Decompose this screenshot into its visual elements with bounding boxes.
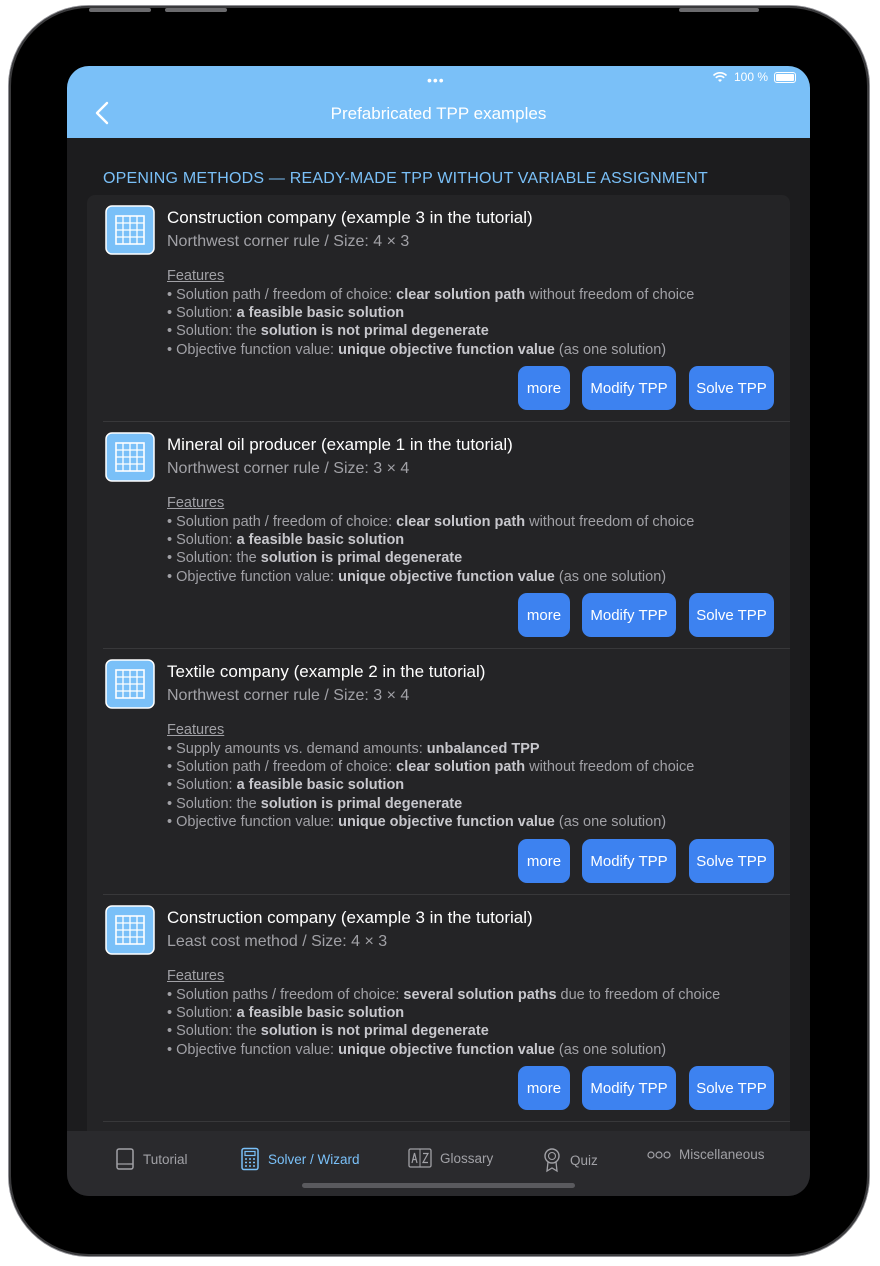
home-indicator[interactable] bbox=[302, 1183, 575, 1188]
example-title: Construction company (example 3 in the tutorial) bbox=[167, 908, 533, 927]
az-icon bbox=[408, 1147, 432, 1169]
table-grid-icon bbox=[105, 905, 155, 955]
example-title: Textile company (example 2 in the tutorial) bbox=[167, 662, 486, 681]
more-button[interactable]: more bbox=[518, 366, 570, 410]
tab-quiz[interactable] bbox=[542, 1147, 598, 1173]
example-subtitle: Least cost method / Size: 4 × 3 bbox=[167, 933, 388, 950]
list-item bbox=[87, 422, 790, 649]
tab-label: Quiz bbox=[570, 1152, 598, 1168]
feature-line: • Solution: a feasible basic solution bbox=[167, 777, 405, 793]
features-heading: Features bbox=[167, 495, 225, 511]
tab-miscellaneous[interactable] bbox=[647, 1147, 765, 1162]
multitasking-dots-icon[interactable]: ••• bbox=[427, 72, 445, 88]
hardware-button bbox=[165, 8, 227, 12]
feature-line: • Solution: a feasible basic solution bbox=[167, 1005, 405, 1021]
table-grid-icon bbox=[105, 659, 155, 709]
examples-list bbox=[87, 195, 790, 1145]
modify-tpp-button[interactable]: Modify TPP bbox=[582, 839, 676, 883]
features-heading: Features bbox=[167, 722, 225, 738]
example-subtitle: Northwest corner rule / Size: 3 × 4 bbox=[167, 460, 410, 477]
tab-label: Tutorial bbox=[143, 1151, 188, 1167]
solve-tpp-button[interactable]: Solve TPP bbox=[689, 839, 774, 883]
list-item bbox=[87, 195, 790, 422]
app-screen bbox=[67, 66, 810, 1196]
section-header: OPENING METHODS — READY-MADE TPP WITHOUT VARIABLE ASSIGNMENT bbox=[103, 170, 708, 187]
tab-tutorial[interactable] bbox=[115, 1147, 188, 1171]
feature-line: • Objective function value: unique objective function value (as one solution) bbox=[167, 342, 667, 358]
tab-glossary[interactable] bbox=[408, 1147, 493, 1169]
tab-solver-wizard[interactable] bbox=[240, 1147, 360, 1171]
status-bar bbox=[67, 66, 810, 88]
battery-percentage: 100 % bbox=[733, 70, 768, 84]
book-icon bbox=[115, 1147, 135, 1171]
example-title: Mineral oil producer (example 1 in the tutorial) bbox=[167, 435, 513, 454]
feature-line: • Solution: the solution is not primal degenerate bbox=[167, 323, 489, 339]
calculator-icon bbox=[240, 1147, 260, 1171]
solve-tpp-button[interactable]: Solve TPP bbox=[689, 366, 774, 410]
feature-line: • Solution: a feasible basic solution bbox=[167, 305, 405, 321]
feature-line: • Supply amounts vs. demand amounts: unbalanced TPP bbox=[167, 741, 540, 757]
navigation-bar bbox=[67, 88, 810, 138]
table-grid-icon bbox=[105, 432, 155, 482]
tab-bar bbox=[67, 1131, 810, 1196]
feature-line: • Objective function value: unique objective function value (as one solution) bbox=[167, 814, 667, 830]
feature-line: • Objective function value: unique objective function value (as one solution) bbox=[167, 569, 667, 585]
more-button[interactable]: more bbox=[518, 593, 570, 637]
list-item bbox=[87, 895, 790, 1122]
hardware-button bbox=[89, 8, 151, 12]
solve-tpp-button[interactable]: Solve TPP bbox=[689, 593, 774, 637]
features-heading: Features bbox=[167, 268, 225, 284]
feature-line: • Solution path / freedom of choice: clear solution path without freedom of choice bbox=[167, 514, 695, 530]
divider bbox=[103, 1121, 790, 1122]
feature-line: • Solution: the solution is primal degenerate bbox=[167, 550, 463, 566]
feature-line: • Solution path / freedom of choice: clear solution path without freedom of choice bbox=[167, 759, 695, 775]
feature-line: • Objective function value: unique objective function value (as one solution) bbox=[167, 1042, 667, 1058]
example-title: Construction company (example 3 in the tutorial) bbox=[167, 208, 533, 227]
solve-tpp-button[interactable]: Solve TPP bbox=[689, 1066, 774, 1110]
feature-line: • Solution: a feasible basic solution bbox=[167, 532, 405, 548]
tab-label: Solver / Wizard bbox=[268, 1151, 360, 1167]
battery-icon bbox=[774, 72, 796, 83]
more-icon bbox=[647, 1150, 671, 1160]
modify-tpp-button[interactable]: Modify TPP bbox=[582, 593, 676, 637]
page-title: Prefabricated TPP examples bbox=[330, 104, 547, 123]
modify-tpp-button[interactable]: Modify TPP bbox=[582, 1066, 676, 1110]
features-heading: Features bbox=[167, 968, 225, 984]
tab-label: Miscellaneous bbox=[679, 1147, 765, 1162]
wifi-icon bbox=[712, 71, 728, 83]
more-button[interactable]: more bbox=[518, 839, 570, 883]
feature-line: • Solution paths / freedom of choice: several solution paths due to freedom of choice bbox=[167, 987, 721, 1003]
medal-icon bbox=[542, 1147, 562, 1173]
example-subtitle: Northwest corner rule / Size: 3 × 4 bbox=[167, 687, 410, 704]
feature-line: • Solution: the solution is not primal degenerate bbox=[167, 1023, 489, 1039]
feature-line: • Solution: the solution is primal degenerate bbox=[167, 796, 463, 812]
table-grid-icon bbox=[105, 205, 155, 255]
feature-line: • Solution path / freedom of choice: clear solution path without freedom of choice bbox=[167, 287, 695, 303]
example-subtitle: Northwest corner rule / Size: 4 × 3 bbox=[167, 233, 410, 250]
hardware-button bbox=[679, 8, 759, 12]
tab-label: Glossary bbox=[440, 1150, 494, 1166]
more-button[interactable]: more bbox=[518, 1066, 570, 1110]
list-item bbox=[87, 649, 790, 895]
modify-tpp-button[interactable]: Modify TPP bbox=[582, 366, 676, 410]
